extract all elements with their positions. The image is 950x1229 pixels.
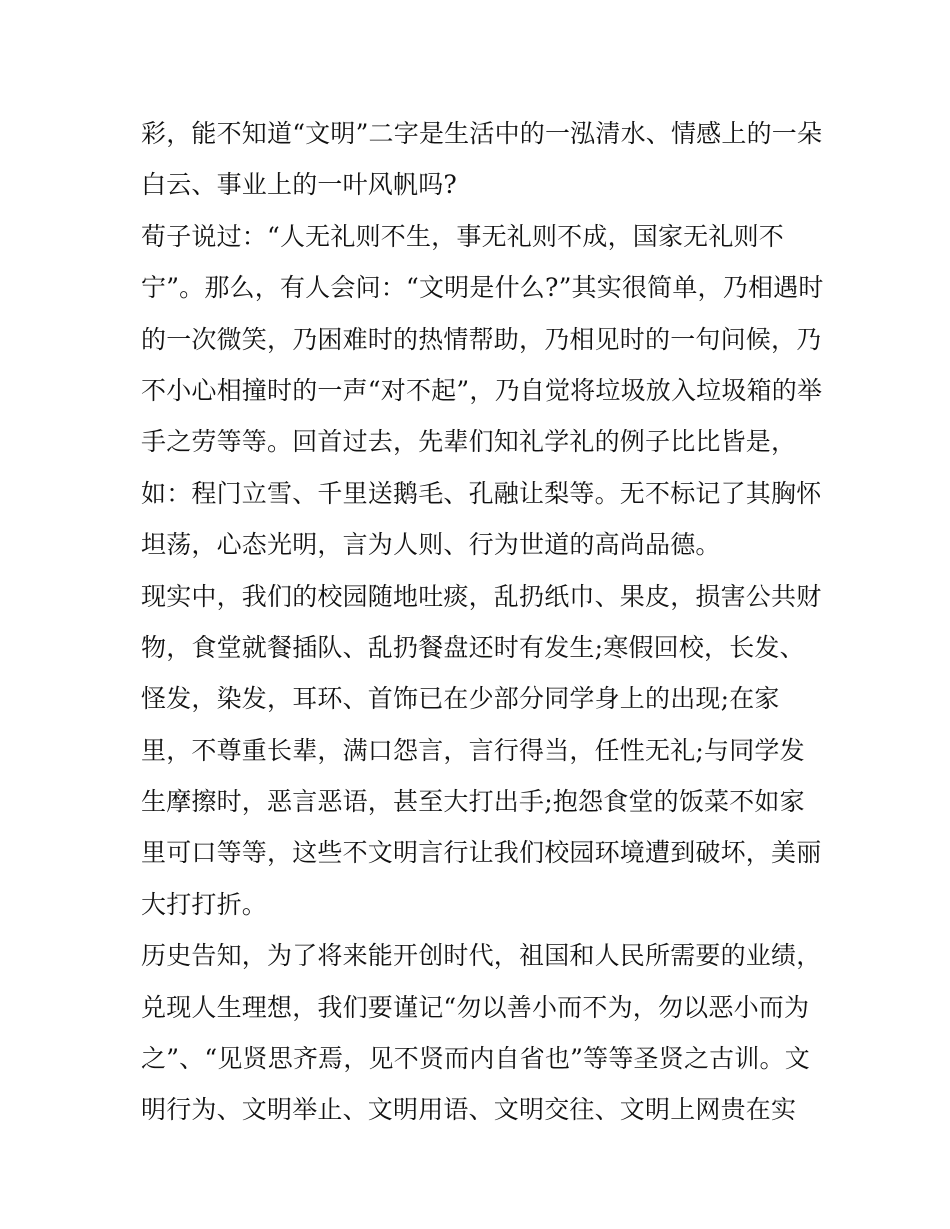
text-line: 荀子说过：“人无礼则不生，事无礼则不成，国家无礼则不 <box>141 221 784 251</box>
text-line: 坦荡，心态光明，言为人则、行为世道的高尚品德。 <box>141 530 721 560</box>
text-line: 彩，能不知道“文明”二字是生活中的一泓清水、情感上的一朵 <box>141 119 823 148</box>
text-line: 如：程门立雪、千里送鹅毛、孔融让梨等。无不标记了其胸怀 <box>141 478 822 508</box>
text-line: 的一次微笑，乃困难时的热情帮助，乃相见时的一句问候，乃 <box>141 324 822 354</box>
text-line: 里，不尊重长辈，满口怨言，言行得当，任性无礼;与同学发 <box>141 735 805 765</box>
text-line: 现实中，我们的校园随地吐痰，乱扔纸巾、果皮，损害公共财 <box>141 581 822 611</box>
text-line: 大打打折。 <box>141 889 268 919</box>
text-line: 白云、事业上的一叶风帆吗? <box>141 170 458 200</box>
text-line: 不小心相撞时的一声“对不起”，乃自觉将垃圾放入垃圾箱的举 <box>141 375 823 405</box>
text-line: 宁”。那么，有人会问：“文明是什么?”其实很简单，乃相遇时 <box>141 273 824 303</box>
text-line: 物，食堂就餐插队、乱扔餐盘还时有发生;寒假回校，长发、 <box>141 632 805 662</box>
text-line: 历史告知，为了将来能开创时代，祖国和人民所需要的业绩， <box>141 941 822 971</box>
text-line: 明行为、文明举止、文明用语、文明交往、文明上网贵在实 <box>141 1095 797 1125</box>
text-line: 兑现人生理想，我们要谨记“勿以善小而不为，勿以恶小而为 <box>141 992 810 1022</box>
text-line: 手之劳等等。回首过去，先辈们知礼学礼的例子比比皆是， <box>141 427 797 457</box>
text-line: 里可口等等，这些不文明言行让我们校园环境遭到破坏，美丽 <box>141 838 822 868</box>
text-line: 生摩擦时，恶言恶语，甚至大打出手;抱怨食堂的饭菜不如家 <box>141 787 805 817</box>
text-line: 怪发，染发，耳环、首饰已在少部分同学身上的出现;在家 <box>141 684 780 714</box>
body-text <box>141 108 831 1136</box>
text-line: 之”、“见贤思齐焉，见不贤而内自省也”等等圣贤之古训。文 <box>141 1044 810 1074</box>
